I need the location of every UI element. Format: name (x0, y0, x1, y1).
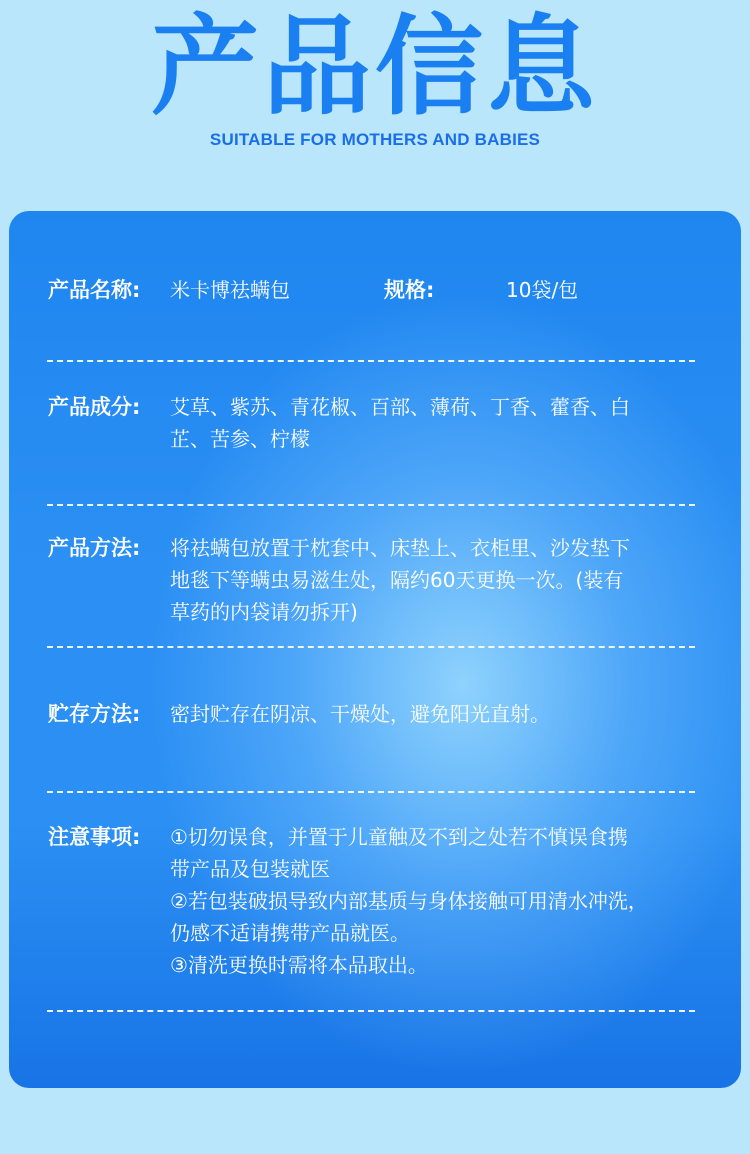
spec-label: 规格: (384, 278, 435, 302)
divider (47, 791, 695, 793)
usage-value (170, 532, 700, 628)
ingredients-value (170, 391, 700, 455)
divider (47, 504, 695, 506)
notes-line: ②若包装破损导致内部基质与身体接触可用清水冲洗， (170, 889, 648, 913)
spec-value: 10袋/包 (506, 278, 579, 302)
notes-label: 注意事项: (48, 825, 141, 849)
storage-value (170, 698, 700, 730)
page-subtitle: SUITABLE FOR MOTHERS AND BABIES (209, 130, 541, 149)
product-name-value: 米卡博祛螨包 (170, 278, 290, 302)
usage-line: 草药的内袋请勿拆开) (170, 600, 358, 624)
divider (47, 1010, 695, 1012)
divider (47, 360, 695, 362)
storage-line: 密封贮存在阴凉、干燥处，避免阳光直射。 (170, 702, 550, 726)
divider (47, 646, 695, 648)
notes-line: ①切勿误食，并置于儿童触及不到之处若不慎误食携 (170, 825, 628, 849)
product-name-label: 产品名称: (48, 278, 141, 302)
storage-label: 贮存方法: (48, 702, 141, 726)
page-title: 产品信息 (150, 5, 599, 130)
usage-line: 地毯下等螨虫易滋生处，隔约60天更换一次。(装有 (170, 568, 624, 592)
ingredients-label: 产品成分: (48, 395, 141, 419)
notes-value (170, 821, 700, 981)
usage-line: 将祛螨包放置于枕套中、床垫上、衣柜里、沙发垫下 (170, 536, 630, 560)
ingredients-line: 芷、苦参、柠檬 (170, 427, 310, 451)
notes-line: ③清洗更换时需将本品取出。 (170, 953, 428, 977)
product-info-card (9, 211, 741, 1088)
usage-label: 产品方法: (48, 536, 141, 560)
notes-line: 仍感不适请携带产品就医。 (170, 921, 410, 945)
notes-line: 带产品及包装就医 (170, 857, 330, 881)
ingredients-line: 艾草、紫苏、青花椒、百部、薄荷、丁香、藿香、白 (170, 395, 630, 419)
